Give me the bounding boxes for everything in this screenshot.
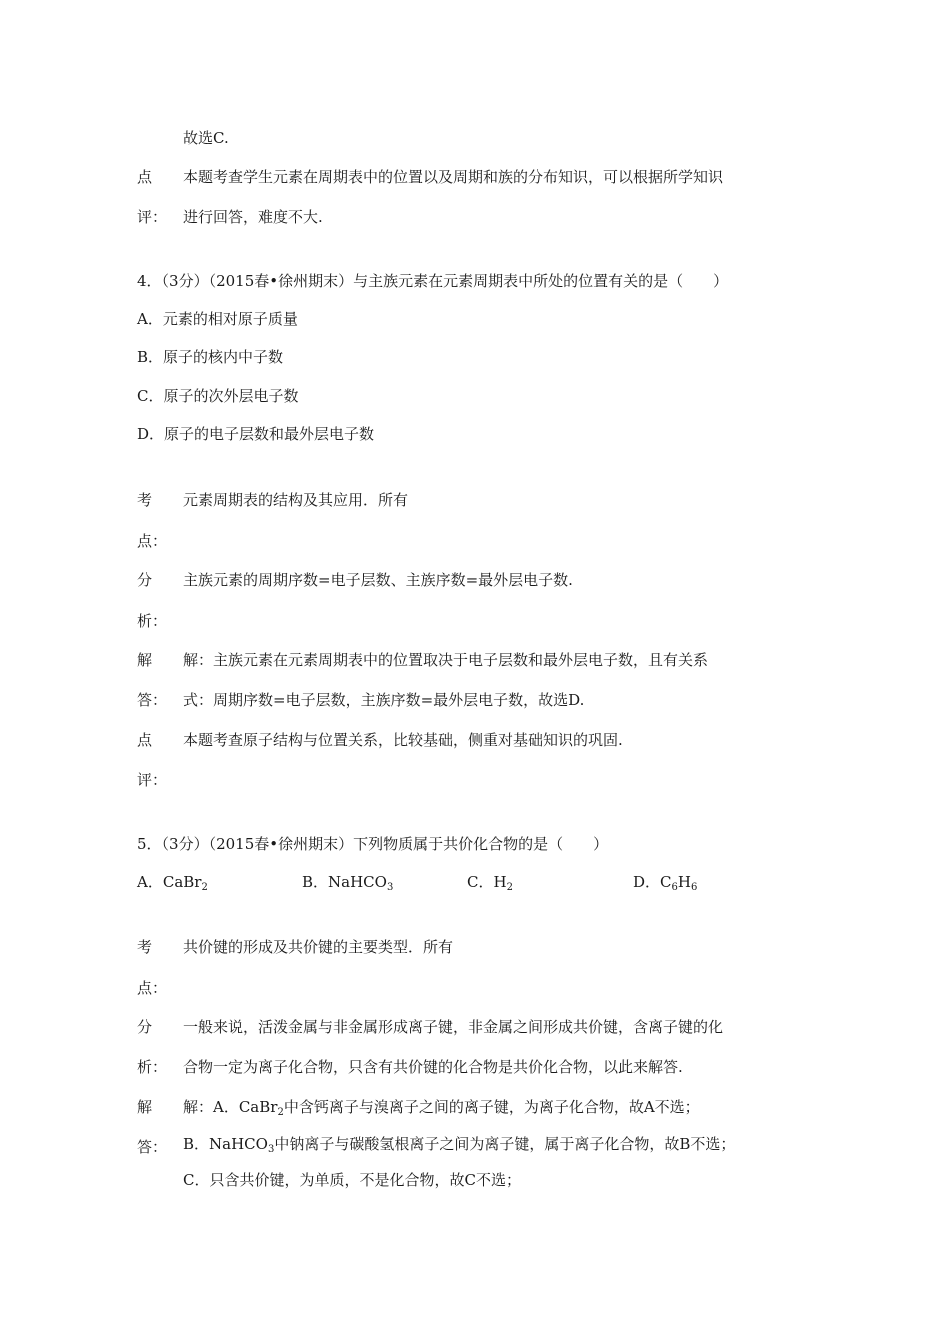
kaodian-text: 共价键的形成及共价键的主要类型．所有 (183, 938, 454, 956)
fenxi-text: 主族元素的周期序数=电子层数、主族序数=最外层电子数. (183, 571, 573, 589)
jieda-text: 解：A．CaBr$_2$中含钙离子与溴离子之间的离子键，为离子化合物，故A不选； (183, 1098, 700, 1118)
fenxi-text: 合物一定为离子化合物，只含有共价键的化合物是共价化合物，以此来解答. (183, 1058, 683, 1076)
jieda-text: C．只含共价键，为单质，不是化合物，故C不选； (183, 1171, 521, 1189)
option-c: C．原子的次外层电子数 (137, 387, 299, 405)
kaodian-label: 考 (137, 938, 153, 956)
option-a: A．CaBr$_2$ (137, 873, 208, 893)
answer-conclusion: 故选C. (183, 129, 229, 147)
jieda-text: 解：主族元素在元素周期表中的位置取决于电子层数和最外层电子数，且有关系 (183, 651, 709, 669)
jieda-label: 解 (137, 1098, 153, 1116)
fenxi-label: 析： (137, 1058, 168, 1076)
question-stem: 5．（3分）（2015春•徐州期末）下列物质属于共价化合物的是（ ） (137, 835, 609, 853)
question-stem: 4．（3分）（2015春•徐州期末）与主族元素在元素周期表中所处的位置有关的是（ ） (137, 272, 729, 290)
option-a: A．元素的相对原子质量 (137, 310, 298, 328)
jieda-text: B．NaHCO$_3$中钠离子与碳酸氢根离子之间为离子键，属于离子化合物，故B不选； (183, 1135, 736, 1155)
kaodian-label: 考 (137, 491, 153, 509)
fenxi-label: 析： (137, 612, 168, 630)
comment-text: 本题考查学生元素在周期表中的位置以及周期和族的分布知识，可以根据所学知识 (183, 168, 724, 186)
jieda-label: 答： (137, 1138, 168, 1156)
jieda-text: 式：周期序数=电子层数，主族序数=最外层电子数，故选D. (183, 691, 585, 709)
jieda-label: 答： (137, 691, 168, 709)
option-b: B．原子的核内中子数 (137, 348, 284, 366)
option-d: D．原子的电子层数和最外层电子数 (137, 425, 375, 443)
jieda-label: 解 (137, 651, 153, 669)
fenxi-text: 一般来说，活泼金属与非金属形成离子键，非金属之间形成共价键，含离子键的化 (183, 1018, 724, 1036)
option-c: C．$H_2$ (467, 873, 513, 893)
comment-label: 点 (137, 168, 153, 186)
dianping-label: 评： (137, 771, 168, 789)
kaodian-label: 点： (137, 979, 168, 997)
comment-label: 评： (137, 208, 168, 226)
dianping-text: 本题考查原子结构与位置关系，比较基础，侧重对基础知识的巩固. (183, 731, 623, 749)
dianping-label: 点 (137, 731, 153, 749)
kaodian-text: 元素周期表的结构及其应用．所有 (183, 491, 409, 509)
kaodian-label: 点： (137, 532, 168, 550)
comment-text: 进行回答，难度不大. (183, 208, 323, 226)
fenxi-label: 分 (137, 571, 153, 589)
fenxi-label: 分 (137, 1018, 153, 1036)
option-d: D．$C_6H_6$ (633, 873, 698, 893)
option-b: B．NaHCO$_3$ (302, 873, 394, 893)
